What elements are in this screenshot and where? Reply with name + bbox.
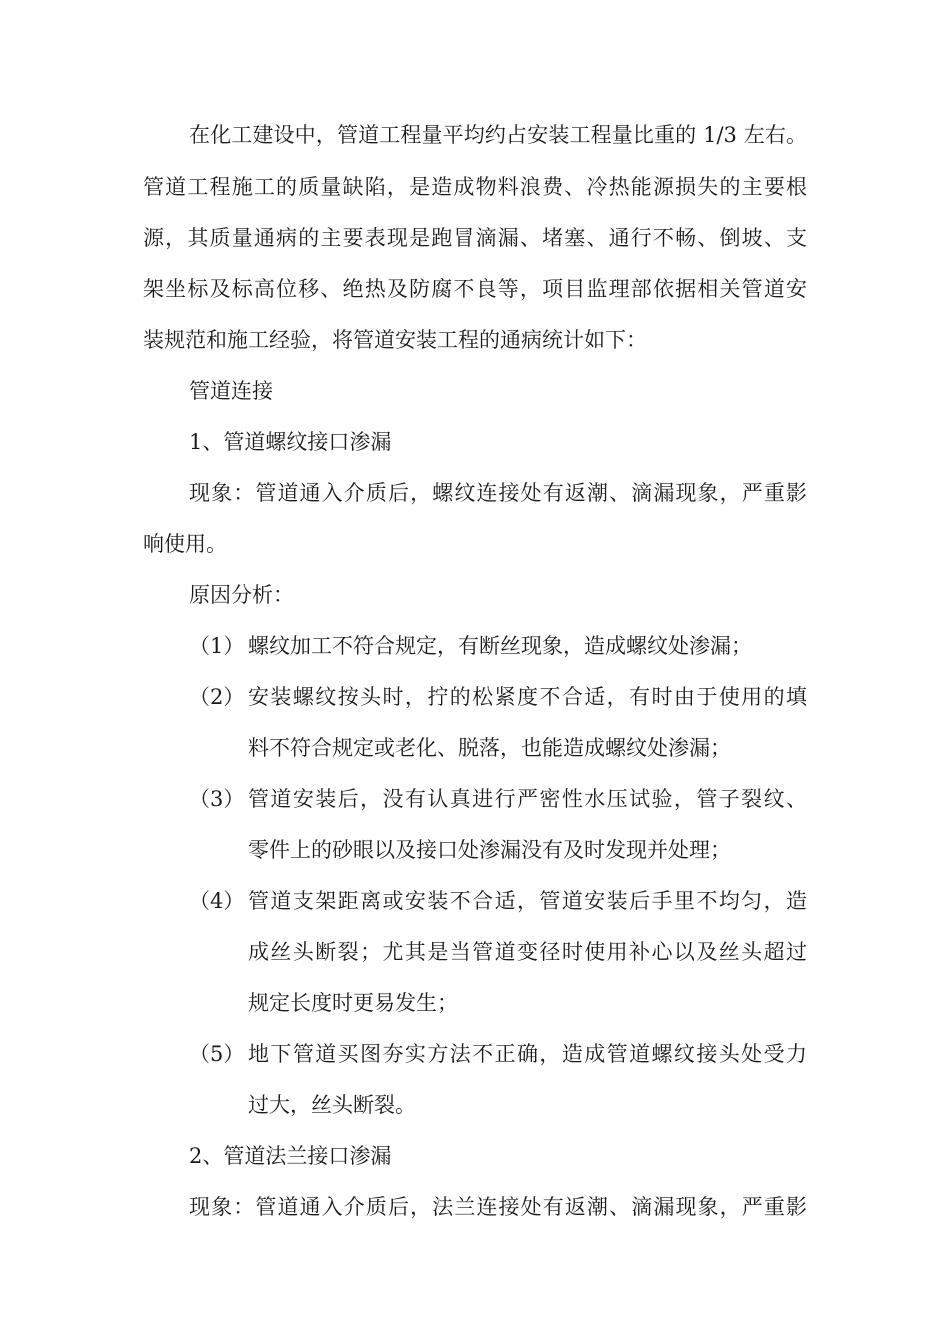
item1-phenomenon-line-1: 现象：管道通入介质后，螺纹连接处有返潮、滴漏现象，严重影 [189, 481, 807, 505]
item2-title: 2、管道法兰接口渗漏 [189, 1144, 392, 1168]
cause-4-number: （4） [189, 889, 245, 913]
section-title: 管道连接 [189, 379, 273, 403]
cause-4-line-3: 规定长度时更易发生； [248, 991, 458, 1015]
intro-line-3: 源，其质量通病的主要表现是跑冒滴漏、堵塞、通行不畅、倒坡、支 [143, 226, 807, 250]
intro-line-5: 装规范和施工经验，将管道安装工程的通病统计如下： [143, 328, 647, 352]
intro-line-2: 管道工程施工的质量缺陷，是造成物料浪费、冷热能源损失的主要根 [143, 175, 807, 199]
cause-5-line-2: 过大，丝头断裂。 [248, 1093, 416, 1117]
intro-line-4: 架坐标及标高位移、绝热及防腐不良等，项目监理部依据相关管道安 [143, 277, 807, 301]
item2-phenomenon-line-1: 现象：管道通入介质后，法兰连接处有返潮、滴漏现象，严重影 [189, 1195, 807, 1219]
cause-4-line-1: 管道支架距离或安装不合适，管道安装后手里不均匀，造 [248, 889, 807, 913]
cause-3-number: （3） [189, 787, 245, 811]
cause-3-line-2: 零件上的砂眼以及接口处渗漏没有及时发现并处理； [248, 838, 731, 862]
cause-5-number: （5） [189, 1042, 245, 1066]
cause-4-line-2: 成丝头断裂；尤其是当管道变径时使用补心以及丝头超过 [248, 940, 807, 964]
item1-title: 1、管道螺纹接口渗漏 [189, 430, 392, 454]
item1-phenomenon-line-2: 响使用。 [143, 532, 227, 556]
intro-line-1: 在化工建设中，管道工程量平均约占安装工程量比重的 1/3 左右。 [189, 123, 807, 147]
cause-2-number: （2） [189, 685, 245, 709]
cause-1-line-1: 螺纹加工不符合规定，有断丝现象，造成螺纹处渗漏； [248, 634, 752, 658]
cause-2-line-2: 料不符合规定或老化、脱落，也能造成螺纹处渗漏； [248, 736, 731, 760]
cause-5-line-1: 地下管道买图夯实方法不正确，造成管道螺纹接头处受力 [248, 1042, 807, 1066]
cause-1-number: （1） [189, 634, 245, 658]
cause-title: 原因分析： [189, 583, 294, 607]
cause-2-line-1: 安装螺纹按头时，拧的松紧度不合适，有时由于使用的填 [248, 685, 807, 709]
cause-3-line-1: 管道安装后，没有认真进行严密性水压试验，管子裂纹、 [248, 787, 807, 811]
